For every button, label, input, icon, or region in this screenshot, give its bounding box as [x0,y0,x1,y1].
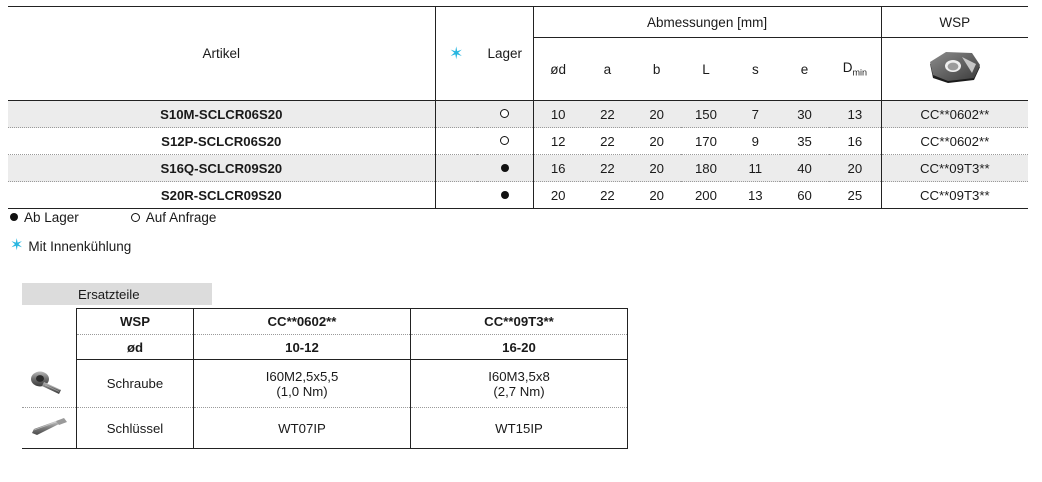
legend-request-label: Auf Anfrage [145,209,217,225]
spare-header-col1-od: 10-12 [194,335,411,360]
spare-parts-table-container [22,308,628,449]
cell-l: 150 [681,101,730,128]
cell-e: 40 [780,155,829,182]
cell-article: S10M-SCLCR06S20 [8,101,435,128]
cell-b: 20 [632,101,681,128]
spare-screw-col2-line2: (2,7 Nm) [493,383,545,399]
legend-coolant-label: Mit Innenkühlung [28,238,132,254]
filled-dot-icon [10,213,18,221]
cell-lager [477,128,533,155]
spare-corner-cell-2 [22,335,77,360]
cell-b: 20 [632,155,681,182]
cell-lager [477,101,533,128]
product-table-container [8,6,1028,209]
cell-lager [477,155,533,182]
cell-e: 30 [780,101,829,128]
spare-label-screw: Schraube [77,360,194,408]
cell-s: 11 [731,155,780,182]
cell-wsp: CC**09T3** [881,182,1028,209]
header-wsp: WSP [881,7,1028,38]
cell-dmin: 25 [829,182,881,209]
cell-wsp: CC**0602** [881,101,1028,128]
spare-parts-table [22,308,628,449]
snowflake-icon: ✶ [10,237,24,254]
spare-row-key [22,408,628,449]
cell-e: 60 [780,182,829,209]
header-dim-a: a [583,38,632,101]
header-artikel: Artikel [8,7,435,101]
cell-e: 35 [780,128,829,155]
cell-lager [477,182,533,209]
cell-article: S20R-SCLCR09S20 [8,182,435,209]
cell-dmin: 20 [829,155,881,182]
spare-header-row-od [22,335,628,360]
cell-article: S16Q-SCLCR09S20 [8,155,435,182]
header-lager: Lager [477,7,533,101]
spare-header-row-wsp [22,309,628,335]
legend-request [131,210,217,225]
cell-a: 22 [583,101,632,128]
cell-l: 180 [681,155,730,182]
snowflake-icon: ✶ [435,7,477,101]
cell-b: 20 [632,182,681,209]
spare-screw-col1 [194,360,411,408]
spare-row-screw [22,360,628,408]
cell-l: 170 [681,128,730,155]
header-dim-s: s [731,38,780,101]
screw-icon [22,360,77,408]
cell-coolant [435,101,477,128]
table-header-row-1 [8,7,1028,38]
spare-header-od: ød [77,335,194,360]
product-table [8,6,1028,209]
cell-wsp: CC**09T3** [881,155,1028,182]
cell-coolant [435,128,477,155]
spare-key-col1: WT07IP [194,408,411,449]
spare-key-col2: WT15IP [411,408,628,449]
spare-parts-tab [22,283,212,305]
cell-od: 20 [533,182,583,209]
spare-screw-col1-line1: I60M2,5x5,5 [265,368,339,384]
wrench-key-icon [22,408,77,449]
cell-dmin: 16 [829,128,881,155]
spare-header-col1-wsp: CC**0602** [194,309,411,335]
header-dim-dmin-sub: min [852,67,868,78]
table-row[interactable] [8,101,1028,128]
header-dim-l: L [681,38,730,101]
cell-s: 7 [731,101,780,128]
cell-article: S12P-SCLCR06S20 [8,128,435,155]
header-dim-od: ød [533,38,583,101]
table-row[interactable] [8,155,1028,182]
spare-screw-col1-line2: (1,0 Nm) [276,383,328,399]
spare-screw-col2 [411,360,628,408]
spare-header-wsp: WSP [77,309,194,335]
spare-screw-col2-line1: I60M3,5x8 [488,368,550,384]
cell-b: 20 [632,128,681,155]
legend-coolant-row [10,234,216,258]
header-abmessungen: Abmessungen [mm] [533,7,881,38]
table-row[interactable] [8,182,1028,209]
cell-od: 10 [533,101,583,128]
product-table-body [8,101,1028,209]
header-dim-e: e [780,38,829,101]
cell-a: 22 [583,128,632,155]
open-dot-icon [131,213,140,222]
spare-label-key: Schlüssel [77,408,194,449]
spare-parts-tab-label: Ersatzteile [78,286,140,302]
cell-coolant [435,182,477,209]
cell-s: 9 [731,128,780,155]
header-dim-dmin-base: D [842,60,853,76]
cell-a: 22 [583,182,632,209]
cell-od: 12 [533,128,583,155]
header-dim-b: b [632,38,681,101]
spare-header-col2-od: 16-20 [411,335,628,360]
legend-stock-label: Ab Lager [24,209,79,225]
table-row[interactable] [8,128,1028,155]
wsp-insert-image [881,38,1028,101]
cell-od: 16 [533,155,583,182]
spare-header-col2-wsp: CC**09T3** [411,309,628,335]
cell-l: 200 [681,182,730,209]
legend [10,206,216,258]
cell-wsp: CC**0602** [881,128,1028,155]
legend-stock [10,210,79,225]
cell-dmin: 13 [829,101,881,128]
spare-corner-cell [22,309,77,335]
cell-s: 13 [731,182,780,209]
legend-stock-row [10,206,216,228]
header-dim-dmin [829,38,881,101]
cell-coolant [435,155,477,182]
cell-a: 22 [583,155,632,182]
